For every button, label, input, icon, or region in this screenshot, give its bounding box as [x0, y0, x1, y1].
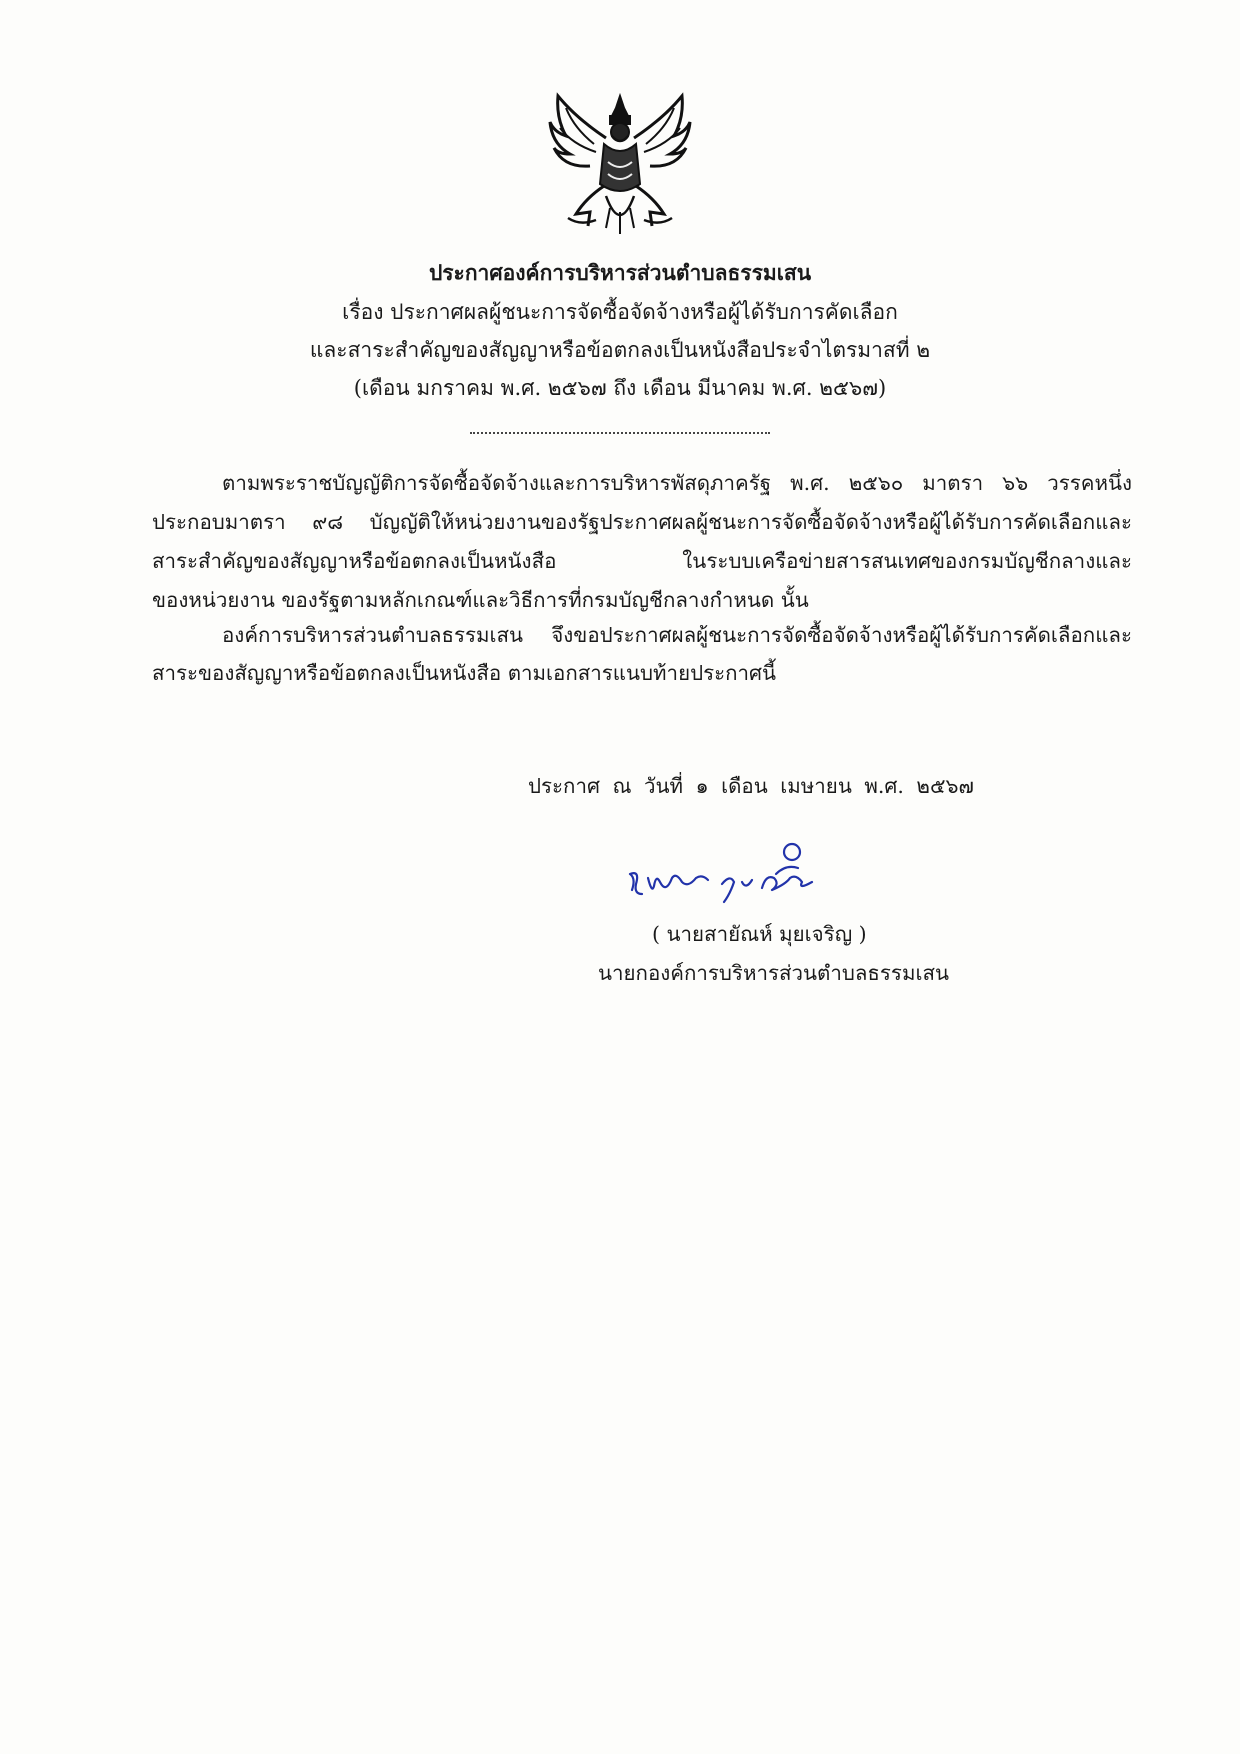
subject-line-1: เรื่อง ประกาศผลผู้ชนะการจัดซื้อจัดจ้างหรือผู้ได้รับการคัดเลือก [342, 300, 898, 324]
paragraph-1-line-3: สาระสำคัญของสัญญาหรือข้อตกลงเป็นหนังสือ ในระบบเครือข่ายสารสนเทศของกรมบัญชีกลางและ [152, 549, 1132, 573]
announcement-title: ประกาศองค์การบริหารส่วนตำบลธรรมเสน [428, 260, 812, 285]
garuda-emblem-icon [546, 88, 694, 236]
paragraph-2-line-1: องค์การบริหารส่วนตำบลธรรมเสน จึงขอประกาศผลผู้ชนะการจัดซื้อจัดจ้างหรือผู้ได้รับการคัดเลือกและ [222, 623, 1132, 647]
signer-name: ( นายสายัณห์ มุยเจริญ ) [652, 922, 867, 946]
period-line: (เดือน มกราคม พ.ศ. ๒๕๖๗ ถึง เดือน มีนาคม พ.ศ. ๒๕๖๗) [353, 376, 887, 400]
paragraph-1-line-2: ประกอบมาตรา ๙๘ บัญญัติให้หน่วยงานของรัฐประกาศผลผู้ชนะการจัดซื้อจัดจ้างหรือผู้ได้รับการคัดเลือกและ [152, 510, 1132, 534]
announcement-date: ประกาศ ณ วันที่ ๑ เดือน เมษายน พ.ศ. ๒๕๖๗ [528, 774, 974, 798]
dotted-divider [470, 418, 770, 434]
handwritten-signature [626, 838, 886, 908]
signer-position: นายกองค์การบริหารส่วนตำบลธรรมเสน [598, 961, 949, 985]
paragraph-2-line-2: สาระของสัญญาหรือข้อตกลงเป็นหนังสือ ตามเอกสารแนบท้ายประกาศนี้ [152, 661, 777, 685]
subject-line-2: และสาระสำคัญของสัญญาหรือข้อตกลงเป็นหนังสือประจำไตรมาสที่ ๒ [309, 338, 931, 362]
paragraph-1-line-4: ของหน่วยงาน ของรัฐตามหลักเกณฑ์และวิธีการที่กรมบัญชีกลางกำหนด นั้น [152, 588, 809, 612]
paragraph-1-line-1: ตามพระราชบัญญัติการจัดซื้อจัดจ้างและการบริหารพัสดุภาครัฐ พ.ศ. ๒๕๖๐ มาตรา ๖๖ วรรคหนึ่ง [222, 471, 1132, 495]
